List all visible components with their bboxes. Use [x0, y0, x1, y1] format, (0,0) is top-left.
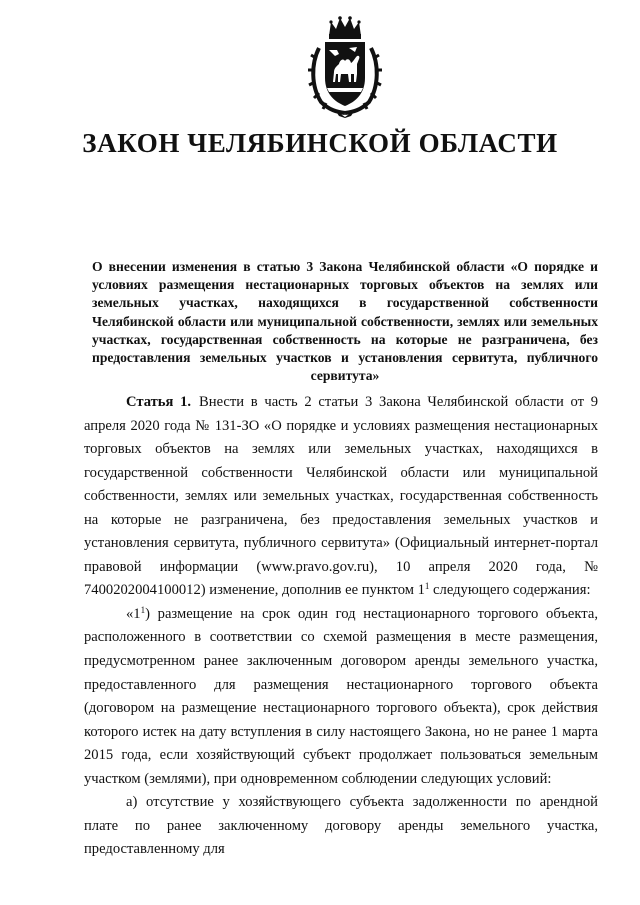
- point-superscript: 1: [424, 581, 430, 592]
- article-1-intro-paragraph: [84, 391, 598, 603]
- law-subject-heading: О внесении изменения в статью 3 Закона Челябинской области «О порядке и условиях размещения нестационарных торговых объектов на землях или земельных участках, находящихся в государственной собственности Челябинской области или муниципальной собственности, землях или земельных участках, государственная собственность на которые не разграничена, без предоставления земельных участков и установления сервитута, публичного сервитута»: [92, 259, 598, 384]
- law-title: ЗАКОН ЧЕЛЯБИНСКОЙ ОБЛАСТИ: [82, 128, 558, 158]
- article-intro-ending: следующего содержания:: [429, 582, 591, 599]
- subitem-a-paragraph: а) отсутствие у хозяйствующего субъекта задолженности по арендной плате по ранее заключенному договору аренды земельного участка, предоставленному для: [84, 794, 598, 858]
- article-1-body: [84, 391, 598, 862]
- new-point-superscript: 1: [140, 604, 146, 615]
- article-intro-text: Внести в часть 2 статьи 3 Закона Челябинской области от 9 апреля 2020 года № 131-ЗО «О порядке и условиях размещения нестационарных торговых объектов на землях или земельных участках, находящихся в государственной собственности Челябинской области или муниципальной собственности, землях или земельных участках, государственная собственность на которые не разграничена, без предоставления земельных участков и установления сервитута, публичного сервитута» (Официальный интернет-портал правовой информации (www.pravo.gov.ru), 10 апреля 2020 года, № 7400202004100012) изменение, дополнив ее пунктом 1: [84, 394, 598, 599]
- article-number: Статья 1.: [126, 394, 192, 410]
- new-point-open: «1: [126, 605, 141, 622]
- coat-of-arms-emblem: [307, 14, 383, 118]
- new-point-paragraph: [84, 603, 598, 791]
- new-point-text: ) размещение на срок один год нестационарного торгового объекта, расположенного в соответствии со схемой размещения в месте размещения, предусмотренном ранее заключенным договором аренды земельного участка, предоставленного для размещения нестационарного торгового объекта (договором на размещение нестационарного торгового объекта), срок действия которого истек на дату вступления в силу настоящего Закона, но не ранее 1 марта 2015 года, если хозяйствующий субъект продолжает пользоваться земельным участком (землями), при одновременном соблюдении следующих условий:: [84, 605, 598, 787]
